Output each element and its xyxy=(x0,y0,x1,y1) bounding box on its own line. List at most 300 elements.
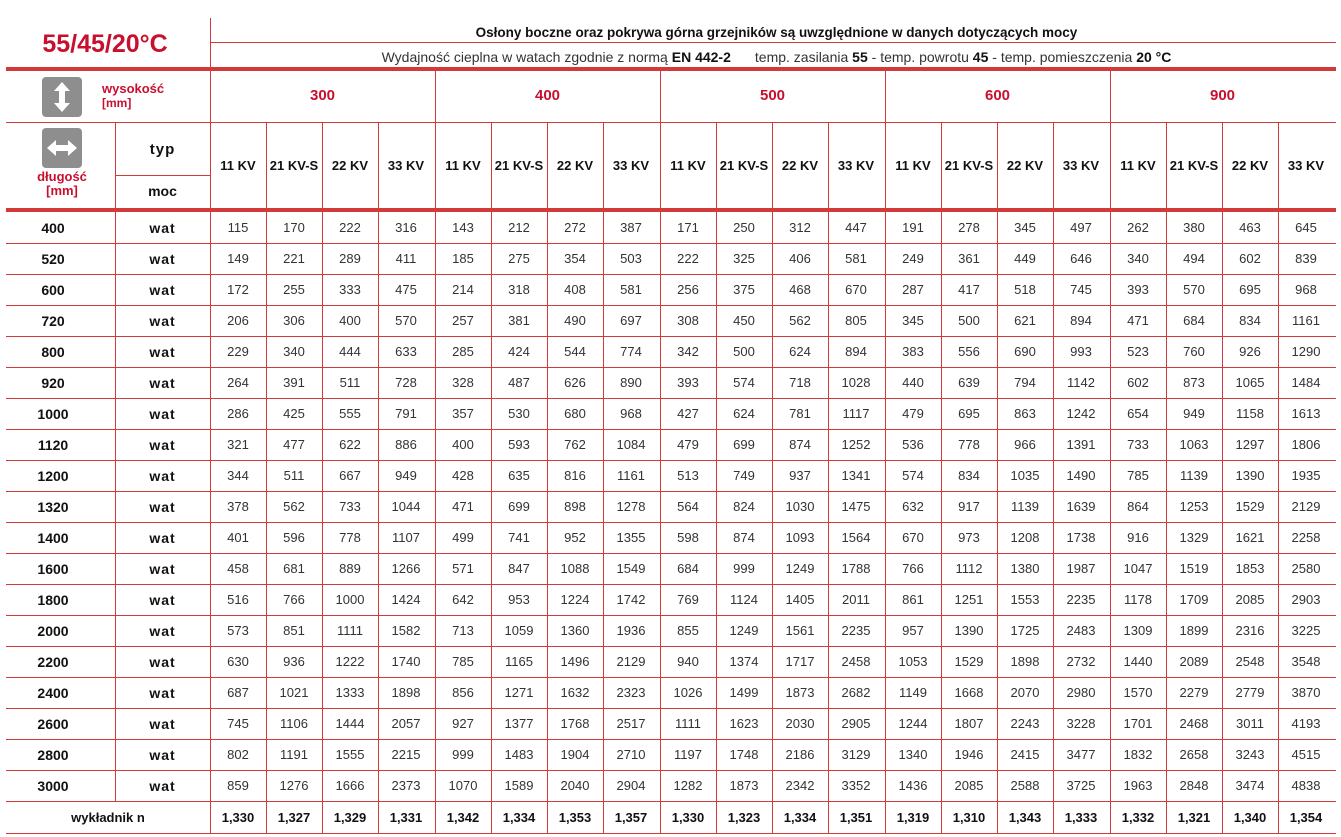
value-cell: 1329 xyxy=(1179,530,1209,545)
value-cell: 340 xyxy=(283,344,305,359)
length-cell: 1120 xyxy=(37,436,69,453)
value-cell: 645 xyxy=(1295,220,1317,235)
value-cell: 635 xyxy=(508,468,530,483)
value-cell: 1178 xyxy=(1124,592,1152,607)
value-cell: 564 xyxy=(677,499,699,514)
value-cell: 278 xyxy=(958,220,980,235)
value-cell: 1738 xyxy=(1066,530,1096,545)
value-cell: 262 xyxy=(1127,220,1149,235)
length-cell: 600 xyxy=(41,281,65,298)
value-cell: 1139 xyxy=(1011,499,1039,514)
value-cell: 487 xyxy=(508,375,530,390)
value-cell: 1124 xyxy=(730,592,758,607)
value-cell: 490 xyxy=(564,313,586,328)
exponent-cell: 1,334 xyxy=(502,809,536,825)
length-cell: 800 xyxy=(41,343,65,360)
value-cell: 1639 xyxy=(1066,499,1096,514)
exponent-cell: 1,334 xyxy=(783,809,817,825)
value-cell: 1768 xyxy=(560,716,590,731)
value-cell: 2904 xyxy=(616,778,646,793)
value-cell: 1026 xyxy=(673,685,703,700)
value-cell: 406 xyxy=(789,251,811,266)
value-cell: 1084 xyxy=(616,437,646,452)
value-cell: 785 xyxy=(452,654,474,669)
value-cell: 968 xyxy=(1295,282,1317,297)
value-cell: 642 xyxy=(452,592,474,607)
value-cell: 999 xyxy=(733,561,755,576)
value-cell: 1391 xyxy=(1066,437,1096,452)
value-cell: 1242 xyxy=(1066,406,1096,421)
value-cell: 257 xyxy=(452,313,474,328)
header-conditions xyxy=(212,47,1341,67)
value-cell: 408 xyxy=(564,282,586,297)
value-cell: 447 xyxy=(845,220,867,235)
value-cell: 968 xyxy=(620,406,642,421)
value-cell: 477 xyxy=(283,437,305,452)
value-cell: 1290 xyxy=(1291,344,1321,359)
value-cell: 3352 xyxy=(841,778,871,793)
unit-cell: wat xyxy=(149,653,176,670)
value-cell: 1740 xyxy=(391,654,421,669)
value-cell: 1832 xyxy=(1123,747,1153,762)
length-cell: 400 xyxy=(41,219,65,236)
length-cell: 1200 xyxy=(37,467,69,484)
value-cell: 471 xyxy=(452,499,474,514)
value-cell: 2085 xyxy=(954,778,984,793)
value-cell: 1490 xyxy=(1066,468,1096,483)
value-cell: 805 xyxy=(845,313,867,328)
type-header: 11 KV xyxy=(445,158,481,173)
value-cell: 361 xyxy=(958,251,980,266)
type-header: 21 KV-S xyxy=(269,158,319,173)
value-cell: 1111 xyxy=(674,716,702,731)
value-cell: 778 xyxy=(339,530,361,545)
value-cell: 598 xyxy=(677,530,699,545)
value-cell: 463 xyxy=(1239,220,1261,235)
value-cell: 511 xyxy=(283,468,305,483)
value-cell: 1333 xyxy=(335,685,365,700)
value-cell: 1748 xyxy=(729,747,759,762)
value-cell: 949 xyxy=(395,468,417,483)
value-cell: 1936 xyxy=(616,623,646,638)
value-cell: 1341 xyxy=(841,468,871,483)
unit-cell: wat xyxy=(149,219,176,236)
value-cell: 940 xyxy=(677,654,699,669)
value-cell: 530 xyxy=(508,406,530,421)
height-header-600: 600 xyxy=(984,86,1011,104)
value-cell: 387 xyxy=(620,220,642,235)
exponent-cell: 1,340 xyxy=(1233,809,1267,825)
value-cell: 424 xyxy=(508,344,530,359)
value-cell: 851 xyxy=(283,623,305,638)
value-cell: 890 xyxy=(620,375,642,390)
value-cell: 391 xyxy=(283,375,305,390)
return-label: - temp. powrotu xyxy=(871,49,969,65)
value-cell: 286 xyxy=(227,406,249,421)
value-cell: 1613 xyxy=(1291,406,1321,421)
value-cell: 2089 xyxy=(1179,654,1209,669)
value-cell: 1070 xyxy=(448,778,478,793)
type-header: 21 KV-S xyxy=(494,158,544,173)
value-cell: 1271 xyxy=(504,685,534,700)
exponent-cell: 1,331 xyxy=(389,809,423,825)
value-cell: 503 xyxy=(620,251,642,266)
value-cell: 393 xyxy=(677,375,699,390)
value-cell: 834 xyxy=(1239,313,1261,328)
value-cell: 864 xyxy=(1127,499,1149,514)
value-cell: 855 xyxy=(677,623,699,638)
value-cell: 839 xyxy=(1295,251,1317,266)
value-cell: 249 xyxy=(902,251,924,266)
value-cell: 272 xyxy=(564,220,586,235)
value-cell: 393 xyxy=(1127,282,1149,297)
value-cell: 733 xyxy=(339,499,361,514)
value-cell: 1390 xyxy=(1235,468,1265,483)
value-cell: 328 xyxy=(452,375,474,390)
height-label-text: wysokość xyxy=(102,81,165,96)
value-cell: 3725 xyxy=(1066,778,1096,793)
value-cell: 670 xyxy=(902,530,924,545)
value-cell: 687 xyxy=(227,685,249,700)
value-cell: 316 xyxy=(395,220,417,235)
value-cell: 1030 xyxy=(785,499,815,514)
value-cell: 646 xyxy=(1070,251,1092,266)
value-cell: 1222 xyxy=(335,654,365,669)
unit-cell: wat xyxy=(149,281,176,298)
value-cell: 684 xyxy=(677,561,699,576)
type-header: 21 KV-S xyxy=(719,158,769,173)
value-cell: 1161 xyxy=(1292,313,1320,328)
value-cell: 2580 xyxy=(1291,561,1321,576)
value-cell: 574 xyxy=(733,375,755,390)
value-cell: 690 xyxy=(1014,344,1036,359)
value-cell: 2658 xyxy=(1179,747,1209,762)
height-header-300: 300 xyxy=(309,86,336,104)
value-cell: 1158 xyxy=(1236,406,1264,421)
value-cell: 778 xyxy=(958,437,980,452)
value-cell: 1309 xyxy=(1123,623,1153,638)
value-cell: 340 xyxy=(1127,251,1149,266)
value-cell: 345 xyxy=(1014,220,1036,235)
value-cell: 1484 xyxy=(1291,375,1321,390)
room-value: 20 °C xyxy=(1136,49,1172,65)
value-cell: 1208 xyxy=(1010,530,1040,545)
type-header: 33 KV xyxy=(1287,158,1325,173)
value-cell: 2235 xyxy=(1066,592,1096,607)
exponent-cell: 1,351 xyxy=(839,809,873,825)
value-cell: 185 xyxy=(452,251,474,266)
value-cell: 728 xyxy=(395,375,417,390)
value-cell: 1806 xyxy=(1291,437,1321,452)
value-cell: 1899 xyxy=(1179,623,1209,638)
value-cell: 874 xyxy=(789,437,811,452)
exponent-cell: 1,330 xyxy=(221,809,255,825)
value-cell: 1555 xyxy=(335,747,365,762)
length-cell: 1800 xyxy=(37,591,69,608)
exponent-cell: 1,357 xyxy=(614,809,648,825)
value-cell: 1035 xyxy=(1010,468,1040,483)
supply-label: temp. zasilania xyxy=(754,49,849,65)
value-cell: 2085 xyxy=(1235,592,1265,607)
room-label: - temp. pomieszczenia xyxy=(992,49,1133,65)
value-cell: 1374 xyxy=(729,654,759,669)
value-cell: 681 xyxy=(283,561,305,576)
value-cell: 1898 xyxy=(1010,654,1040,669)
unit-cell: wat xyxy=(149,374,176,391)
value-cell: 450 xyxy=(733,313,755,328)
value-cell: 1253 xyxy=(1179,499,1209,514)
value-cell: 859 xyxy=(227,778,249,793)
value-cell: 1340 xyxy=(898,747,928,762)
value-cell: 1053 xyxy=(898,654,928,669)
value-cell: 3011 xyxy=(1236,716,1264,731)
value-cell: 1107 xyxy=(392,530,420,545)
value-cell: 630 xyxy=(227,654,249,669)
value-cell: 1589 xyxy=(504,778,534,793)
exponent-cell: 1,319 xyxy=(896,809,930,825)
length-cell: 2200 xyxy=(37,653,69,670)
value-cell: 2129 xyxy=(616,654,646,669)
value-cell: 718 xyxy=(789,375,811,390)
value-cell: 794 xyxy=(1014,375,1036,390)
value-cell: 2258 xyxy=(1291,530,1321,545)
value-cell: 1963 xyxy=(1123,778,1153,793)
value-cell: 499 xyxy=(452,530,474,545)
value-cell: 917 xyxy=(958,499,980,514)
value-cell: 1519 xyxy=(1179,561,1209,576)
value-cell: 927 xyxy=(452,716,474,731)
value-cell: 874 xyxy=(733,530,755,545)
value-cell: 684 xyxy=(1183,313,1205,328)
value-cell: 570 xyxy=(395,313,417,328)
unit-cell: wat xyxy=(149,684,176,701)
type-header: 22 KV xyxy=(331,158,369,173)
value-cell: 3129 xyxy=(841,747,871,762)
value-cell: 2458 xyxy=(841,654,871,669)
value-cell: 444 xyxy=(339,344,361,359)
value-cell: 863 xyxy=(1014,406,1036,421)
exponent-cell: 1,353 xyxy=(558,809,592,825)
value-cell: 1904 xyxy=(560,747,590,762)
value-cell: 2415 xyxy=(1010,747,1040,762)
value-cell: 229 xyxy=(227,344,249,359)
type-header: 33 KV xyxy=(837,158,875,173)
length-cell: 1000 xyxy=(37,405,69,422)
value-cell: 221 xyxy=(283,251,305,266)
value-cell: 1380 xyxy=(1010,561,1040,576)
value-cell: 222 xyxy=(339,220,361,235)
value-cell: 574 xyxy=(902,468,924,483)
value-cell: 2235 xyxy=(841,623,871,638)
value-cell: 143 xyxy=(452,220,474,235)
exponent-label: wykładnik n xyxy=(71,809,145,825)
value-cell: 1063 xyxy=(1179,437,1209,452)
value-cell: 400 xyxy=(339,313,361,328)
value-cell: 2588 xyxy=(1010,778,1040,793)
value-cell: 497 xyxy=(1070,220,1092,235)
value-cell: 458 xyxy=(227,561,249,576)
value-cell: 916 xyxy=(1127,530,1149,545)
unit-cell: wat xyxy=(149,777,176,794)
value-cell: 632 xyxy=(902,499,924,514)
value-cell: 321 xyxy=(227,437,249,452)
value-cell: 4515 xyxy=(1291,747,1321,762)
value-cell: 214 xyxy=(452,282,474,297)
value-cell: 3548 xyxy=(1291,654,1321,669)
value-cell: 2483 xyxy=(1066,623,1096,638)
return-value: 45 xyxy=(972,49,989,65)
value-cell: 449 xyxy=(1014,251,1036,266)
value-cell: 1668 xyxy=(954,685,984,700)
value-cell: 670 xyxy=(845,282,867,297)
value-cell: 949 xyxy=(1183,406,1205,421)
value-cell: 172 xyxy=(227,282,249,297)
value-cell: 289 xyxy=(339,251,361,266)
type-header: 22 KV xyxy=(1006,158,1044,173)
value-cell: 425 xyxy=(283,406,305,421)
height-unit: [mm] xyxy=(102,96,132,110)
value-cell: 375 xyxy=(733,282,755,297)
value-cell: 2342 xyxy=(785,778,815,793)
value-cell: 570 xyxy=(1183,282,1205,297)
value-cell: 1117 xyxy=(842,406,870,421)
height-header-900: 900 xyxy=(1209,86,1236,104)
value-cell: 1377 xyxy=(504,716,534,731)
value-cell: 536 xyxy=(902,437,924,452)
value-cell: 1000 xyxy=(335,592,365,607)
value-cell: 1666 xyxy=(335,778,365,793)
value-cell: 1807 xyxy=(954,716,984,731)
length-cell: 920 xyxy=(41,374,65,391)
value-cell: 516 xyxy=(227,592,249,607)
value-cell: 562 xyxy=(789,313,811,328)
length-cell: 1600 xyxy=(37,560,69,577)
exponent-cell: 1,323 xyxy=(727,809,761,825)
unit-cell: wat xyxy=(149,746,176,763)
value-cell: 1360 xyxy=(560,623,590,638)
value-cell: 468 xyxy=(789,282,811,297)
value-cell: 556 xyxy=(958,344,980,359)
value-cell: 573 xyxy=(227,623,249,638)
value-cell: 889 xyxy=(339,561,361,576)
value-cell: 401 xyxy=(227,530,249,545)
value-cell: 626 xyxy=(564,375,586,390)
exponent-cell: 1,329 xyxy=(333,809,367,825)
value-cell: 1709 xyxy=(1179,592,1209,607)
value-cell: 333 xyxy=(339,282,361,297)
unit-cell: wat xyxy=(149,622,176,639)
page-title: 55/45/20°C xyxy=(42,29,168,58)
value-cell: 1570 xyxy=(1123,685,1153,700)
value-cell: 1717 xyxy=(785,654,815,669)
value-cell: 562 xyxy=(283,499,305,514)
value-cell: 2323 xyxy=(616,685,646,700)
value-cell: 856 xyxy=(452,685,474,700)
value-cell: 2848 xyxy=(1179,778,1209,793)
value-cell: 1405 xyxy=(785,592,815,607)
value-cell: 1529 xyxy=(1235,499,1265,514)
value-cell: 749 xyxy=(733,468,755,483)
length-cell: 520 xyxy=(41,250,65,267)
value-cell: 861 xyxy=(902,592,924,607)
value-cell: 342 xyxy=(677,344,699,359)
value-cell: 1444 xyxy=(335,716,365,731)
value-cell: 816 xyxy=(564,468,586,483)
value-cell: 1106 xyxy=(280,716,308,731)
value-cell: 440 xyxy=(902,375,924,390)
value-cell: 639 xyxy=(958,375,980,390)
value-cell: 255 xyxy=(283,282,305,297)
value-cell: 1549 xyxy=(616,561,646,576)
value-cell: 602 xyxy=(1127,375,1149,390)
unit-cell: wat xyxy=(149,405,176,422)
type-header: 11 KV xyxy=(670,158,706,173)
value-cell: 1621 xyxy=(1235,530,1265,545)
value-cell: 1059 xyxy=(504,623,534,638)
value-cell: 1028 xyxy=(841,375,871,390)
value-cell: 667 xyxy=(339,468,361,483)
value-cell: 1142 xyxy=(1067,375,1095,390)
value-cell: 824 xyxy=(733,499,755,514)
value-cell: 1701 xyxy=(1123,716,1153,731)
value-cell: 1044 xyxy=(391,499,421,514)
value-cell: 555 xyxy=(339,406,361,421)
value-cell: 354 xyxy=(564,251,586,266)
value-cell: 306 xyxy=(283,313,305,328)
value-cell: 2243 xyxy=(1010,716,1040,731)
norm-name: EN 442-2 xyxy=(671,49,731,65)
value-cell: 285 xyxy=(452,344,474,359)
value-cell: 1191 xyxy=(280,747,308,762)
value-cell: 1244 xyxy=(898,716,928,731)
value-cell: 1853 xyxy=(1235,561,1265,576)
value-cell: 212 xyxy=(508,220,530,235)
length-cell: 720 xyxy=(41,312,65,329)
value-cell: 2030 xyxy=(785,716,815,731)
unit-cell: wat xyxy=(149,560,176,577)
value-cell: 1297 xyxy=(1235,437,1265,452)
value-cell: 1632 xyxy=(560,685,590,700)
value-cell: 2980 xyxy=(1066,685,1096,700)
value-cell: 479 xyxy=(902,406,924,421)
value-cell: 1112 xyxy=(955,561,983,576)
height-label xyxy=(102,82,164,110)
value-cell: 1249 xyxy=(729,623,759,638)
bottom-line xyxy=(6,833,1336,834)
norm-prefix: Wydajność cieplna w watach zgodnie z normą xyxy=(381,49,668,65)
exponent-cell: 1,343 xyxy=(1008,809,1042,825)
value-cell: 400 xyxy=(452,437,474,452)
value-cell: 2373 xyxy=(391,778,421,793)
type-header: 22 KV xyxy=(1231,158,1269,173)
type-header: 21 KV-S xyxy=(1169,158,1219,173)
value-cell: 287 xyxy=(902,282,924,297)
value-cell: 206 xyxy=(227,313,249,328)
value-cell: 621 xyxy=(1014,313,1036,328)
value-cell: 581 xyxy=(620,282,642,297)
exponent-cell: 1,354 xyxy=(1289,809,1323,825)
value-cell: 894 xyxy=(1070,313,1092,328)
value-cell: 766 xyxy=(902,561,924,576)
value-cell: 518 xyxy=(1014,282,1036,297)
value-cell: 4193 xyxy=(1291,716,1321,731)
type-header: 33 KV xyxy=(612,158,650,173)
value-cell: 383 xyxy=(902,344,924,359)
value-cell: 1197 xyxy=(674,747,702,762)
value-cell: 2316 xyxy=(1235,623,1265,638)
header-divider xyxy=(210,42,1336,43)
value-cell: 741 xyxy=(508,530,530,545)
